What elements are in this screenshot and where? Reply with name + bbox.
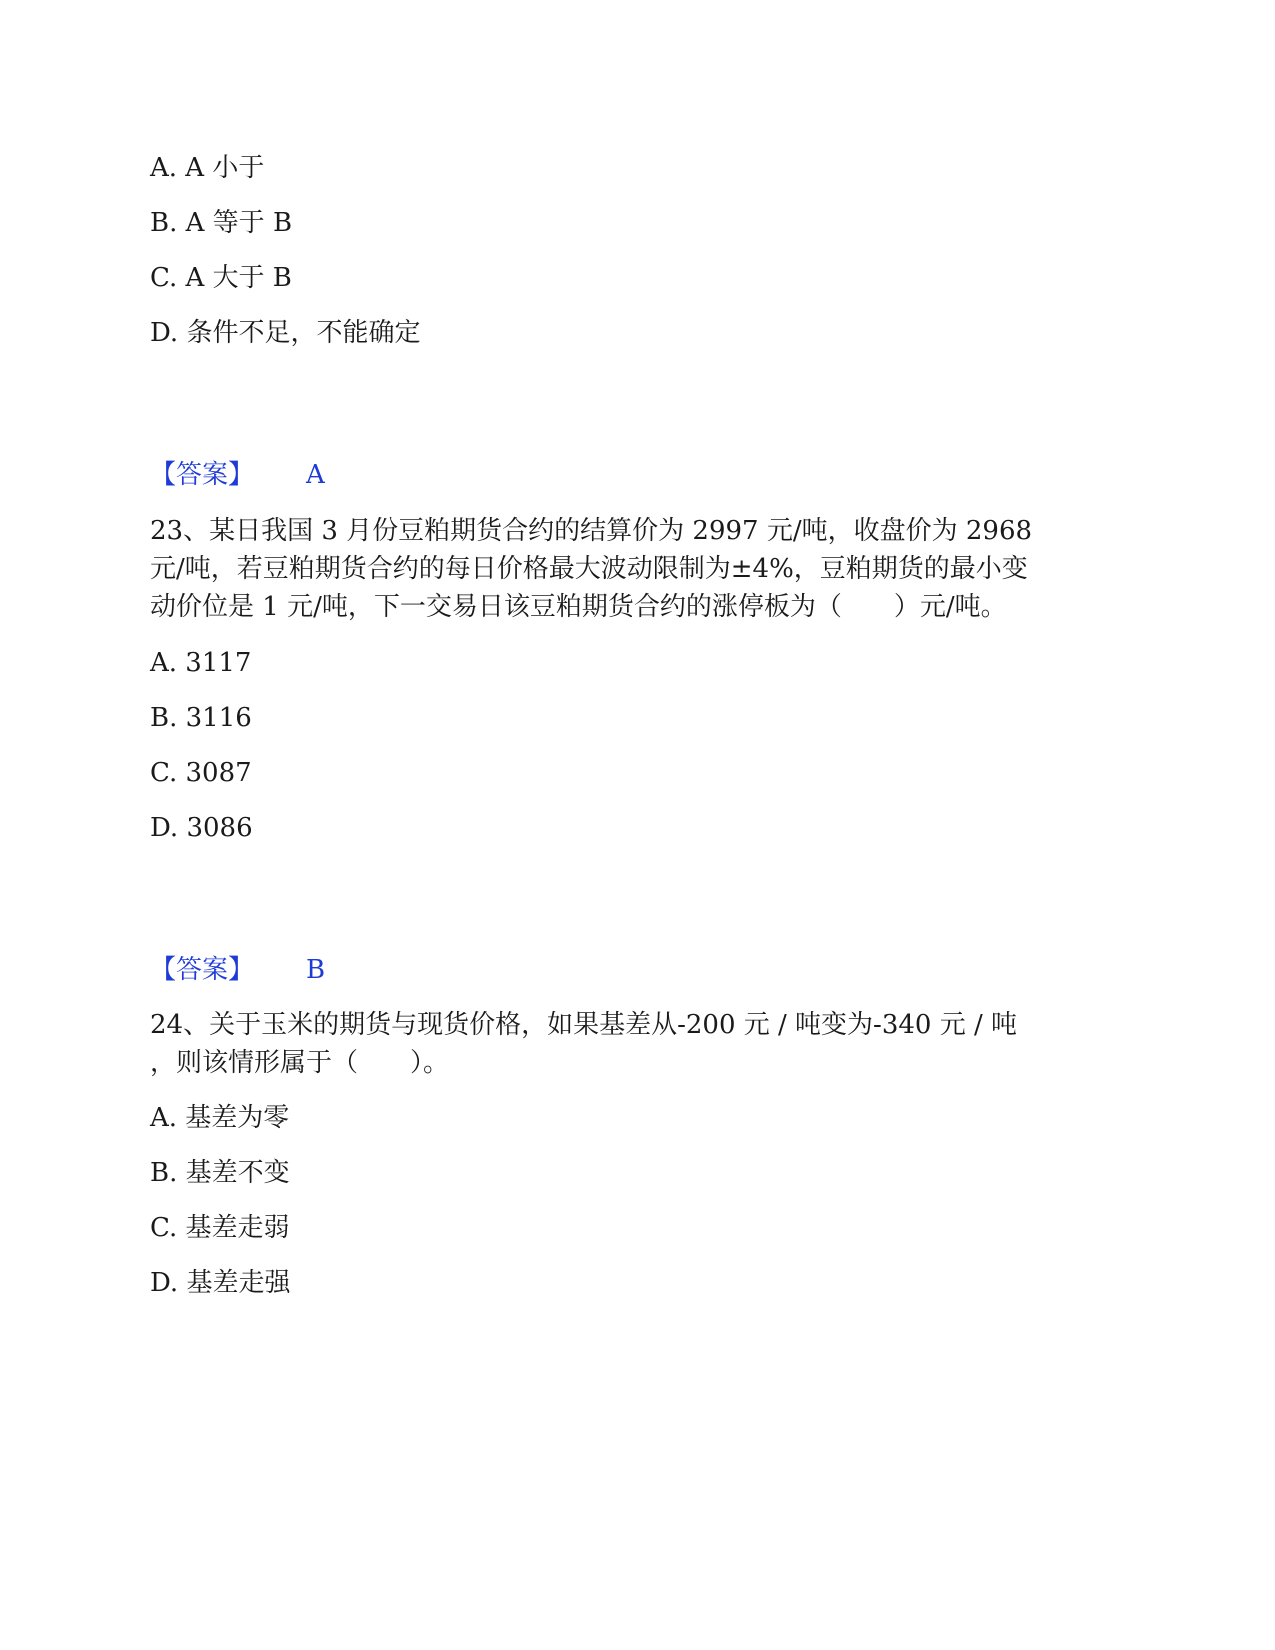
q22-answer [150, 455, 325, 495]
q24-option-a: A. 基差为零 [150, 1103, 290, 1133]
q23-option-d: D. 3086 [150, 813, 253, 843]
q22-option-b: B. A 等于 B [150, 208, 293, 238]
answer-label: 【答案】 [150, 460, 255, 490]
q23-option-c: C. 3087 [150, 758, 252, 788]
q23-stem-line-2: 元/吨，若豆粕期货合约的每日价格最大波动限制为±4%，豆粕期货的最小变 [150, 554, 1028, 584]
q24-stem-line-1: 24、关于玉米的期货与现货价格，如果基差从-200 元 / 吨变为-340 元 / 吨 [150, 1010, 1018, 1040]
answer-label: 【答案】 [150, 955, 255, 985]
q23-answer [150, 950, 325, 990]
q24-stem-line-2: ，则该情形属于（ ）。 [150, 1048, 450, 1078]
q24-option-c: C. 基差走弱 [150, 1213, 290, 1243]
q22-option-a: A. A 小于 [150, 153, 265, 183]
q23-stem-line-1: 23、某日我国 3 月份豆粕期货合约的结算价为 2997 元/吨，收盘价为 2968 [150, 516, 1033, 546]
q23-stem-line-3: 动价位是 1 元/吨，下一交易日该豆粕期货合约的涨停板为（ ）元/吨。 [150, 592, 1007, 622]
q24-option-d: D. 基差走强 [150, 1268, 291, 1298]
answer-value: A [306, 460, 325, 490]
q23-option-b: B. 3116 [150, 703, 252, 733]
q22-option-c: C. A 大于 B [150, 263, 292, 293]
q22-option-d: D. 条件不足，不能确定 [150, 318, 421, 348]
q23-option-a: A. 3117 [150, 648, 252, 678]
answer-value: B [306, 955, 326, 985]
q24-option-b: B. 基差不变 [150, 1158, 290, 1188]
